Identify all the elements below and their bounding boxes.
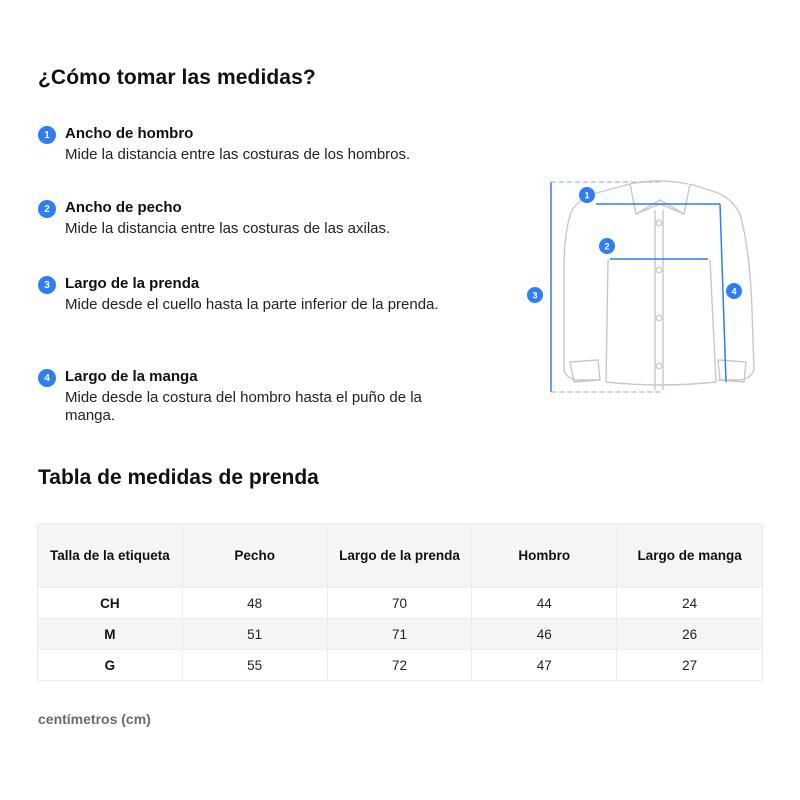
cell-sleeve-length: 26 — [617, 619, 763, 650]
cell-sleeve-length: 27 — [617, 650, 763, 681]
cell-size: G — [38, 650, 183, 681]
size-table-title: Tabla de medidas de prenda — [38, 466, 319, 489]
measure-guide-title: ¿Cómo tomar las medidas? — [38, 66, 316, 89]
step-chest-width — [38, 198, 458, 238]
header-garment-length: Largo de la prenda — [327, 524, 472, 588]
header-size-label: Talla de la etiqueta — [38, 524, 183, 588]
cell-shoulder: 46 — [472, 619, 617, 650]
step-number-badge: 3 — [38, 276, 56, 294]
step-number-badge: 4 — [38, 369, 56, 387]
shirt-outline-icon — [520, 170, 760, 400]
cell-chest: 55 — [182, 650, 327, 681]
step-number-badge: 1 — [38, 126, 56, 144]
step-description: Mide desde el cuello hasta la parte inferior de la prenda. — [65, 296, 439, 313]
header-sleeve-length: Largo de manga — [617, 524, 763, 588]
step-number-badge: 2 — [38, 200, 56, 218]
size-chart-table — [37, 523, 763, 681]
step-description: Mide desde la costura del hombro hasta el puño de la manga. — [65, 389, 422, 424]
table-header-row — [38, 524, 763, 588]
table-row — [38, 588, 763, 619]
table-row — [38, 619, 763, 650]
step-garment-length — [38, 274, 458, 314]
step-description: Mide la distancia entre las costuras de los hombros. — [65, 146, 411, 163]
header-shoulder: Hombro — [472, 524, 617, 588]
marker-3 — [527, 287, 543, 303]
cell-shoulder: 47 — [472, 650, 617, 681]
header-chest: Pecho — [182, 524, 327, 588]
unit-note: centímetros (cm) — [38, 711, 151, 727]
marker-1 — [579, 187, 595, 203]
step-description: Mide la distancia entre las costuras de las axilas. — [65, 220, 391, 237]
marker-2 — [599, 238, 615, 254]
step-title: Largo de la prenda — [65, 275, 200, 292]
cell-size: M — [38, 619, 183, 650]
step-sleeve-length — [38, 367, 458, 425]
table-row — [38, 650, 763, 681]
cell-sleeve-length: 24 — [617, 588, 763, 619]
cell-size: CH — [38, 588, 183, 619]
svg-text:3: 3 — [532, 290, 538, 301]
step-shoulder-width — [38, 124, 458, 164]
svg-text:4: 4 — [731, 286, 737, 297]
shirt-measurement-diagram — [520, 170, 760, 400]
marker-4 — [726, 283, 742, 299]
step-title: Ancho de hombro — [65, 125, 194, 142]
svg-text:1: 1 — [584, 190, 590, 201]
step-title: Largo de la manga — [65, 368, 198, 385]
svg-text:2: 2 — [604, 241, 610, 252]
cell-shoulder: 44 — [472, 588, 617, 619]
cell-chest: 51 — [182, 619, 327, 650]
cell-chest: 48 — [182, 588, 327, 619]
cell-garment-length: 70 — [327, 588, 472, 619]
cell-garment-length: 72 — [327, 650, 472, 681]
cell-garment-length: 71 — [327, 619, 472, 650]
step-title: Ancho de pecho — [65, 199, 182, 216]
